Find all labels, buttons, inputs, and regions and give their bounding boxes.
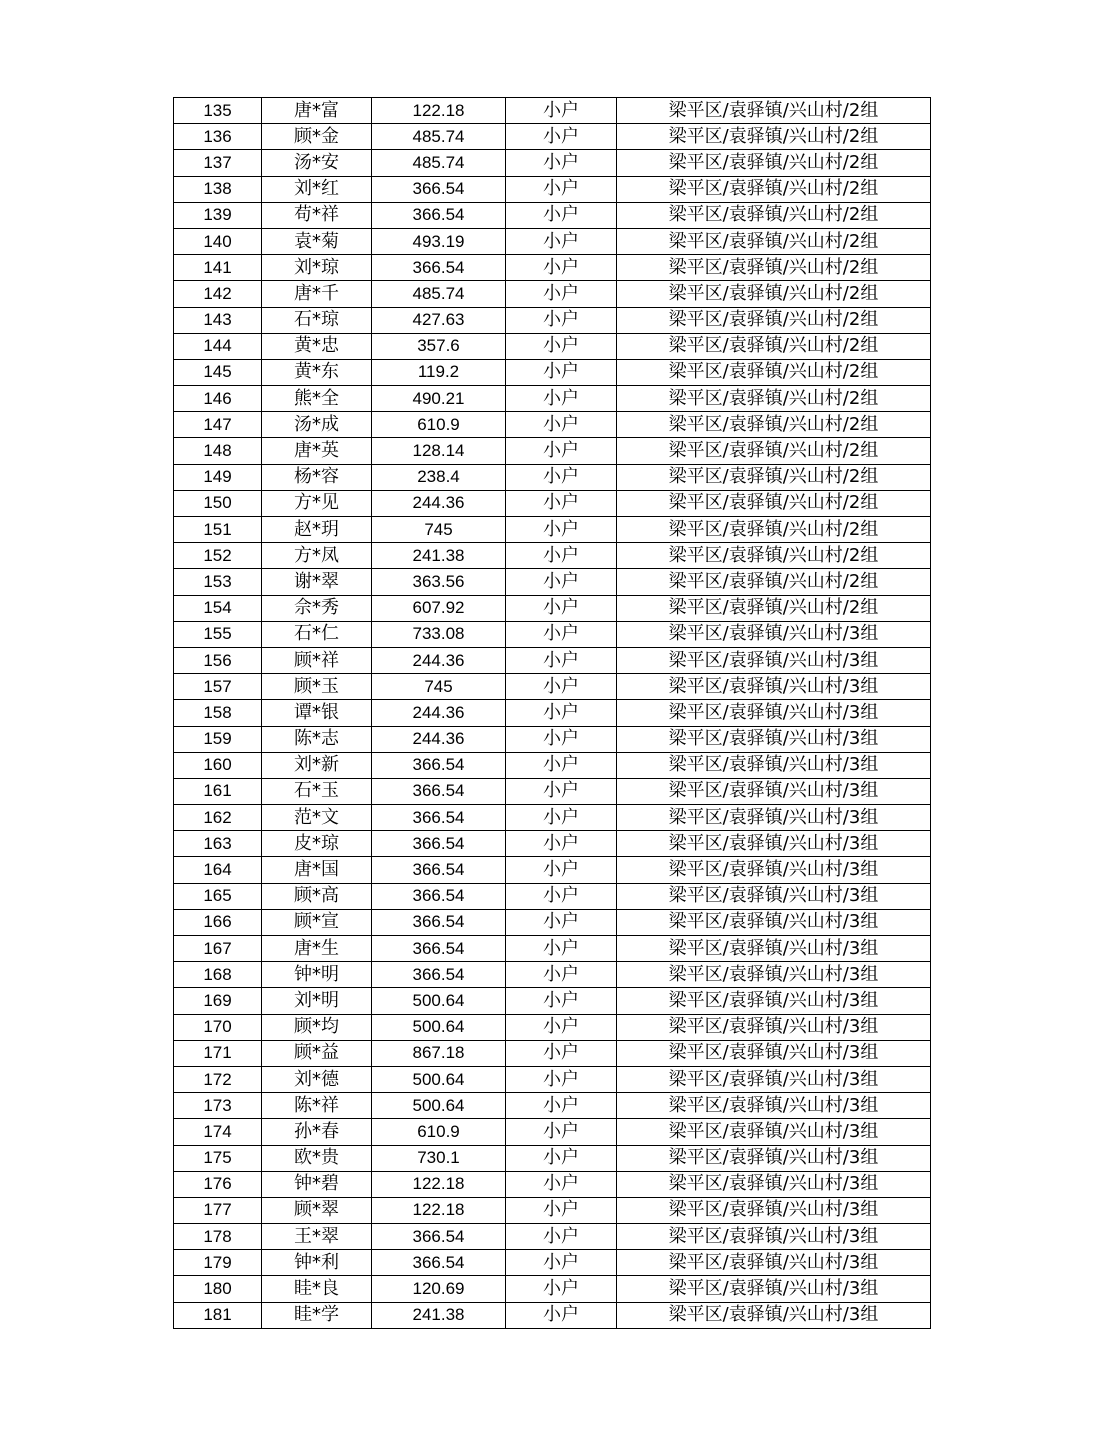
cell-type: 小户	[506, 1276, 617, 1302]
cell-amount: 867.18	[372, 1040, 506, 1066]
cell-amount: 244.36	[372, 490, 506, 516]
cell-name: 熊*全	[262, 386, 372, 412]
cell-index: 146	[174, 386, 262, 412]
cell-name: 袁*菊	[262, 228, 372, 254]
cell-address: 梁平区/袁驿镇/兴山村/2组	[617, 281, 931, 307]
cell-type: 小户	[506, 936, 617, 962]
cell-address: 梁平区/袁驿镇/兴山村/2组	[617, 517, 931, 543]
table-row	[174, 621, 931, 647]
table-row	[174, 464, 931, 490]
cell-index: 172	[174, 1066, 262, 1092]
cell-type: 小户	[506, 909, 617, 935]
cell-type: 小户	[506, 962, 617, 988]
cell-type: 小户	[506, 98, 617, 124]
cell-type: 小户	[506, 726, 617, 752]
cell-address: 梁平区/袁驿镇/兴山村/2组	[617, 255, 931, 281]
cell-amount: 610.9	[372, 412, 506, 438]
cell-name: 陈*祥	[262, 1093, 372, 1119]
cell-index: 173	[174, 1093, 262, 1119]
cell-amount: 119.2	[372, 359, 506, 385]
cell-type: 小户	[506, 1250, 617, 1276]
cell-type: 小户	[506, 517, 617, 543]
cell-type: 小户	[506, 228, 617, 254]
cell-address: 梁平区/袁驿镇/兴山村/3组	[617, 936, 931, 962]
cell-type: 小户	[506, 1171, 617, 1197]
cell-amount: 745	[372, 517, 506, 543]
cell-name: 谢*翠	[262, 569, 372, 595]
cell-amount: 366.54	[372, 1224, 506, 1250]
cell-type: 小户	[506, 569, 617, 595]
cell-address: 梁平区/袁驿镇/兴山村/2组	[617, 307, 931, 333]
cell-amount: 122.18	[372, 1197, 506, 1223]
cell-name: 方*凤	[262, 543, 372, 569]
cell-name: 眭*学	[262, 1302, 372, 1328]
cell-address: 梁平区/袁驿镇/兴山村/3组	[617, 988, 931, 1014]
cell-address: 梁平区/袁驿镇/兴山村/3组	[617, 1014, 931, 1040]
cell-name: 皮*琼	[262, 831, 372, 857]
cell-amount: 241.38	[372, 1302, 506, 1328]
cell-index: 165	[174, 883, 262, 909]
cell-type: 小户	[506, 255, 617, 281]
cell-address: 梁平区/袁驿镇/兴山村/2组	[617, 438, 931, 464]
cell-index: 135	[174, 98, 262, 124]
cell-name: 赵*玥	[262, 517, 372, 543]
cell-name: 黄*东	[262, 359, 372, 385]
cell-name: 顾*均	[262, 1014, 372, 1040]
table-row	[174, 1014, 931, 1040]
cell-name: 钟*利	[262, 1250, 372, 1276]
cell-address: 梁平区/袁驿镇/兴山村/3组	[617, 674, 931, 700]
cell-name: 钟*碧	[262, 1171, 372, 1197]
table-row	[174, 988, 931, 1014]
cell-index: 147	[174, 412, 262, 438]
table-row	[174, 569, 931, 595]
cell-amount: 122.18	[372, 1171, 506, 1197]
cell-amount: 244.36	[372, 647, 506, 673]
cell-type: 小户	[506, 647, 617, 673]
cell-amount: 366.54	[372, 962, 506, 988]
cell-index: 164	[174, 857, 262, 883]
table-row	[174, 700, 931, 726]
table-row	[174, 176, 931, 202]
table-row	[174, 1276, 931, 1302]
cell-index: 156	[174, 647, 262, 673]
table-row	[174, 150, 931, 176]
cell-amount: 366.54	[372, 857, 506, 883]
cell-address: 梁平区/袁驿镇/兴山村/2组	[617, 228, 931, 254]
cell-type: 小户	[506, 202, 617, 228]
cell-type: 小户	[506, 1302, 617, 1328]
cell-address: 梁平区/袁驿镇/兴山村/3组	[617, 1040, 931, 1066]
table-row	[174, 778, 931, 804]
cell-address: 梁平区/袁驿镇/兴山村/3组	[617, 1119, 931, 1145]
cell-amount: 485.74	[372, 150, 506, 176]
cell-name: 顾*翠	[262, 1197, 372, 1223]
cell-amount: 244.36	[372, 726, 506, 752]
cell-amount: 241.38	[372, 543, 506, 569]
cell-index: 143	[174, 307, 262, 333]
cell-type: 小户	[506, 464, 617, 490]
cell-name: 苟*祥	[262, 202, 372, 228]
table-row	[174, 1040, 931, 1066]
cell-type: 小户	[506, 1197, 617, 1223]
cell-name: 眭*良	[262, 1276, 372, 1302]
cell-amount: 500.64	[372, 1014, 506, 1040]
cell-amount: 366.54	[372, 936, 506, 962]
table-row	[174, 359, 931, 385]
cell-amount: 238.4	[372, 464, 506, 490]
table-row	[174, 386, 931, 412]
cell-amount: 120.69	[372, 1276, 506, 1302]
cell-amount: 366.54	[372, 1250, 506, 1276]
cell-index: 161	[174, 778, 262, 804]
table-row	[174, 490, 931, 516]
cell-index: 167	[174, 936, 262, 962]
cell-address: 梁平区/袁驿镇/兴山村/2组	[617, 412, 931, 438]
cell-index: 154	[174, 595, 262, 621]
cell-address: 梁平区/袁驿镇/兴山村/2组	[617, 490, 931, 516]
cell-type: 小户	[506, 595, 617, 621]
cell-index: 138	[174, 176, 262, 202]
cell-amount: 363.56	[372, 569, 506, 595]
cell-index: 174	[174, 1119, 262, 1145]
table-row	[174, 255, 931, 281]
cell-address: 梁平区/袁驿镇/兴山村/2组	[617, 464, 931, 490]
cell-index: 159	[174, 726, 262, 752]
cell-type: 小户	[506, 490, 617, 516]
cell-index: 144	[174, 333, 262, 359]
cell-amount: 366.54	[372, 176, 506, 202]
cell-index: 140	[174, 228, 262, 254]
table-row	[174, 595, 931, 621]
cell-name: 刘*德	[262, 1066, 372, 1092]
cell-type: 小户	[506, 124, 617, 150]
table-row	[174, 831, 931, 857]
cell-index: 171	[174, 1040, 262, 1066]
cell-type: 小户	[506, 752, 617, 778]
table-row	[174, 726, 931, 752]
cell-address: 梁平区/袁驿镇/兴山村/3组	[617, 1276, 931, 1302]
table-row	[174, 124, 931, 150]
cell-name: 唐*千	[262, 281, 372, 307]
cell-amount: 366.54	[372, 778, 506, 804]
cell-amount: 500.64	[372, 1066, 506, 1092]
cell-name: 唐*富	[262, 98, 372, 124]
cell-name: 汤*安	[262, 150, 372, 176]
cell-type: 小户	[506, 857, 617, 883]
cell-name: 汤*成	[262, 412, 372, 438]
cell-address: 梁平区/袁驿镇/兴山村/3组	[617, 752, 931, 778]
cell-address: 梁平区/袁驿镇/兴山村/2组	[617, 202, 931, 228]
cell-amount: 366.54	[372, 752, 506, 778]
cell-amount: 366.54	[372, 909, 506, 935]
cell-amount: 607.92	[372, 595, 506, 621]
cell-name: 佘*秀	[262, 595, 372, 621]
cell-address: 梁平区/袁驿镇/兴山村/3组	[617, 962, 931, 988]
cell-type: 小户	[506, 412, 617, 438]
cell-name: 顾*高	[262, 883, 372, 909]
cell-address: 梁平区/袁驿镇/兴山村/3组	[617, 1302, 931, 1328]
cell-name: 王*翠	[262, 1224, 372, 1250]
cell-type: 小户	[506, 1145, 617, 1171]
cell-index: 149	[174, 464, 262, 490]
table-row	[174, 1119, 931, 1145]
cell-amount: 357.6	[372, 333, 506, 359]
table-body	[174, 98, 931, 1329]
table-row	[174, 805, 931, 831]
cell-name: 杨*容	[262, 464, 372, 490]
cell-name: 谭*银	[262, 700, 372, 726]
cell-index: 179	[174, 1250, 262, 1276]
cell-amount: 122.18	[372, 98, 506, 124]
table-row	[174, 1250, 931, 1276]
cell-index: 177	[174, 1197, 262, 1223]
table-row	[174, 752, 931, 778]
cell-index: 163	[174, 831, 262, 857]
cell-address: 梁平区/袁驿镇/兴山村/3组	[617, 805, 931, 831]
table-row	[174, 1224, 931, 1250]
cell-index: 152	[174, 543, 262, 569]
cell-amount: 745	[372, 674, 506, 700]
table-row	[174, 1197, 931, 1223]
cell-address: 梁平区/袁驿镇/兴山村/2组	[617, 124, 931, 150]
cell-index: 170	[174, 1014, 262, 1040]
cell-index: 169	[174, 988, 262, 1014]
cell-name: 石*仁	[262, 621, 372, 647]
table-row	[174, 202, 931, 228]
cell-name: 刘*明	[262, 988, 372, 1014]
cell-address: 梁平区/袁驿镇/兴山村/3组	[617, 621, 931, 647]
cell-type: 小户	[506, 1066, 617, 1092]
cell-address: 梁平区/袁驿镇/兴山村/3组	[617, 1224, 931, 1250]
cell-index: 142	[174, 281, 262, 307]
cell-address: 梁平区/袁驿镇/兴山村/3组	[617, 909, 931, 935]
cell-type: 小户	[506, 386, 617, 412]
cell-type: 小户	[506, 988, 617, 1014]
cell-index: 150	[174, 490, 262, 516]
cell-address: 梁平区/袁驿镇/兴山村/3组	[617, 831, 931, 857]
cell-index: 148	[174, 438, 262, 464]
cell-address: 梁平区/袁驿镇/兴山村/2组	[617, 595, 931, 621]
cell-type: 小户	[506, 883, 617, 909]
cell-address: 梁平区/袁驿镇/兴山村/2组	[617, 176, 931, 202]
cell-index: 157	[174, 674, 262, 700]
cell-amount: 610.9	[372, 1119, 506, 1145]
cell-address: 梁平区/袁驿镇/兴山村/2组	[617, 98, 931, 124]
cell-name: 顾*金	[262, 124, 372, 150]
cell-address: 梁平区/袁驿镇/兴山村/3组	[617, 1197, 931, 1223]
cell-name: 陈*志	[262, 726, 372, 752]
cell-amount: 733.08	[372, 621, 506, 647]
cell-name: 唐*国	[262, 857, 372, 883]
cell-amount: 485.74	[372, 124, 506, 150]
cell-type: 小户	[506, 1040, 617, 1066]
cell-name: 唐*英	[262, 438, 372, 464]
cell-address: 梁平区/袁驿镇/兴山村/2组	[617, 359, 931, 385]
cell-amount: 490.21	[372, 386, 506, 412]
table-row	[174, 883, 931, 909]
cell-amount: 366.54	[372, 831, 506, 857]
cell-index: 139	[174, 202, 262, 228]
cell-type: 小户	[506, 307, 617, 333]
table-row	[174, 1093, 931, 1119]
cell-type: 小户	[506, 1014, 617, 1040]
cell-address: 梁平区/袁驿镇/兴山村/3组	[617, 883, 931, 909]
cell-type: 小户	[506, 621, 617, 647]
cell-type: 小户	[506, 831, 617, 857]
table-row	[174, 543, 931, 569]
cell-address: 梁平区/袁驿镇/兴山村/2组	[617, 543, 931, 569]
table-row	[174, 962, 931, 988]
cell-amount: 500.64	[372, 988, 506, 1014]
cell-index: 151	[174, 517, 262, 543]
cell-index: 168	[174, 962, 262, 988]
cell-index: 180	[174, 1276, 262, 1302]
table-row	[174, 412, 931, 438]
table-row	[174, 307, 931, 333]
cell-address: 梁平区/袁驿镇/兴山村/3组	[617, 857, 931, 883]
cell-address: 梁平区/袁驿镇/兴山村/3组	[617, 1066, 931, 1092]
cell-name: 顾*玉	[262, 674, 372, 700]
cell-amount: 493.19	[372, 228, 506, 254]
cell-type: 小户	[506, 543, 617, 569]
cell-index: 181	[174, 1302, 262, 1328]
table-row	[174, 936, 931, 962]
cell-index: 145	[174, 359, 262, 385]
cell-type: 小户	[506, 674, 617, 700]
cell-name: 唐*生	[262, 936, 372, 962]
cell-address: 梁平区/袁驿镇/兴山村/3组	[617, 1171, 931, 1197]
cell-type: 小户	[506, 1224, 617, 1250]
cell-amount: 244.36	[372, 700, 506, 726]
cell-name: 刘*琼	[262, 255, 372, 281]
cell-type: 小户	[506, 1093, 617, 1119]
cell-amount: 366.54	[372, 202, 506, 228]
cell-amount: 730.1	[372, 1145, 506, 1171]
cell-address: 梁平区/袁驿镇/兴山村/2组	[617, 150, 931, 176]
table-row	[174, 228, 931, 254]
cell-type: 小户	[506, 333, 617, 359]
table-row	[174, 1066, 931, 1092]
cell-name: 石*玉	[262, 778, 372, 804]
cell-index: 166	[174, 909, 262, 935]
cell-address: 梁平区/袁驿镇/兴山村/3组	[617, 700, 931, 726]
cell-amount: 128.14	[372, 438, 506, 464]
cell-type: 小户	[506, 281, 617, 307]
cell-address: 梁平区/袁驿镇/兴山村/3组	[617, 1145, 931, 1171]
table-row	[174, 647, 931, 673]
cell-index: 136	[174, 124, 262, 150]
cell-name: 刘*新	[262, 752, 372, 778]
cell-type: 小户	[506, 176, 617, 202]
cell-address: 梁平区/袁驿镇/兴山村/2组	[617, 333, 931, 359]
cell-amount: 366.54	[372, 883, 506, 909]
cell-index: 137	[174, 150, 262, 176]
cell-index: 160	[174, 752, 262, 778]
table-row	[174, 281, 931, 307]
cell-name: 钟*明	[262, 962, 372, 988]
cell-address: 梁平区/袁驿镇/兴山村/3组	[617, 1093, 931, 1119]
cell-type: 小户	[506, 700, 617, 726]
cell-name: 方*见	[262, 490, 372, 516]
cell-index: 175	[174, 1145, 262, 1171]
cell-type: 小户	[506, 805, 617, 831]
cell-index: 141	[174, 255, 262, 281]
cell-address: 梁平区/袁驿镇/兴山村/3组	[617, 1250, 931, 1276]
table-row	[174, 857, 931, 883]
cell-amount: 427.63	[372, 307, 506, 333]
cell-name: 顾*益	[262, 1040, 372, 1066]
cell-index: 155	[174, 621, 262, 647]
cell-type: 小户	[506, 359, 617, 385]
cell-index: 178	[174, 1224, 262, 1250]
table-row	[174, 517, 931, 543]
table-row	[174, 98, 931, 124]
cell-type: 小户	[506, 1119, 617, 1145]
cell-name: 范*文	[262, 805, 372, 831]
table-row	[174, 438, 931, 464]
cell-type: 小户	[506, 438, 617, 464]
cell-amount: 500.64	[372, 1093, 506, 1119]
table-row	[174, 674, 931, 700]
cell-address: 梁平区/袁驿镇/兴山村/3组	[617, 647, 931, 673]
cell-address: 梁平区/袁驿镇/兴山村/2组	[617, 386, 931, 412]
cell-index: 176	[174, 1171, 262, 1197]
cell-address: 梁平区/袁驿镇/兴山村/3组	[617, 778, 931, 804]
cell-type: 小户	[506, 150, 617, 176]
cell-name: 孙*春	[262, 1119, 372, 1145]
cell-index: 158	[174, 700, 262, 726]
table-row	[174, 1171, 931, 1197]
cell-name: 黄*忠	[262, 333, 372, 359]
cell-name: 顾*祥	[262, 647, 372, 673]
cell-name: 刘*红	[262, 176, 372, 202]
cell-name: 欧*贵	[262, 1145, 372, 1171]
cell-index: 162	[174, 805, 262, 831]
table-row	[174, 1302, 931, 1328]
cell-address: 梁平区/袁驿镇/兴山村/2组	[617, 569, 931, 595]
table-row	[174, 1145, 931, 1171]
cell-amount: 366.54	[372, 805, 506, 831]
cell-name: 顾*宣	[262, 909, 372, 935]
cell-name: 石*琼	[262, 307, 372, 333]
table-row	[174, 909, 931, 935]
cell-type: 小户	[506, 778, 617, 804]
cell-index: 153	[174, 569, 262, 595]
cell-amount: 485.74	[372, 281, 506, 307]
cell-amount: 366.54	[372, 255, 506, 281]
cell-address: 梁平区/袁驿镇/兴山村/3组	[617, 726, 931, 752]
data-table	[173, 97, 931, 1329]
table-row	[174, 333, 931, 359]
